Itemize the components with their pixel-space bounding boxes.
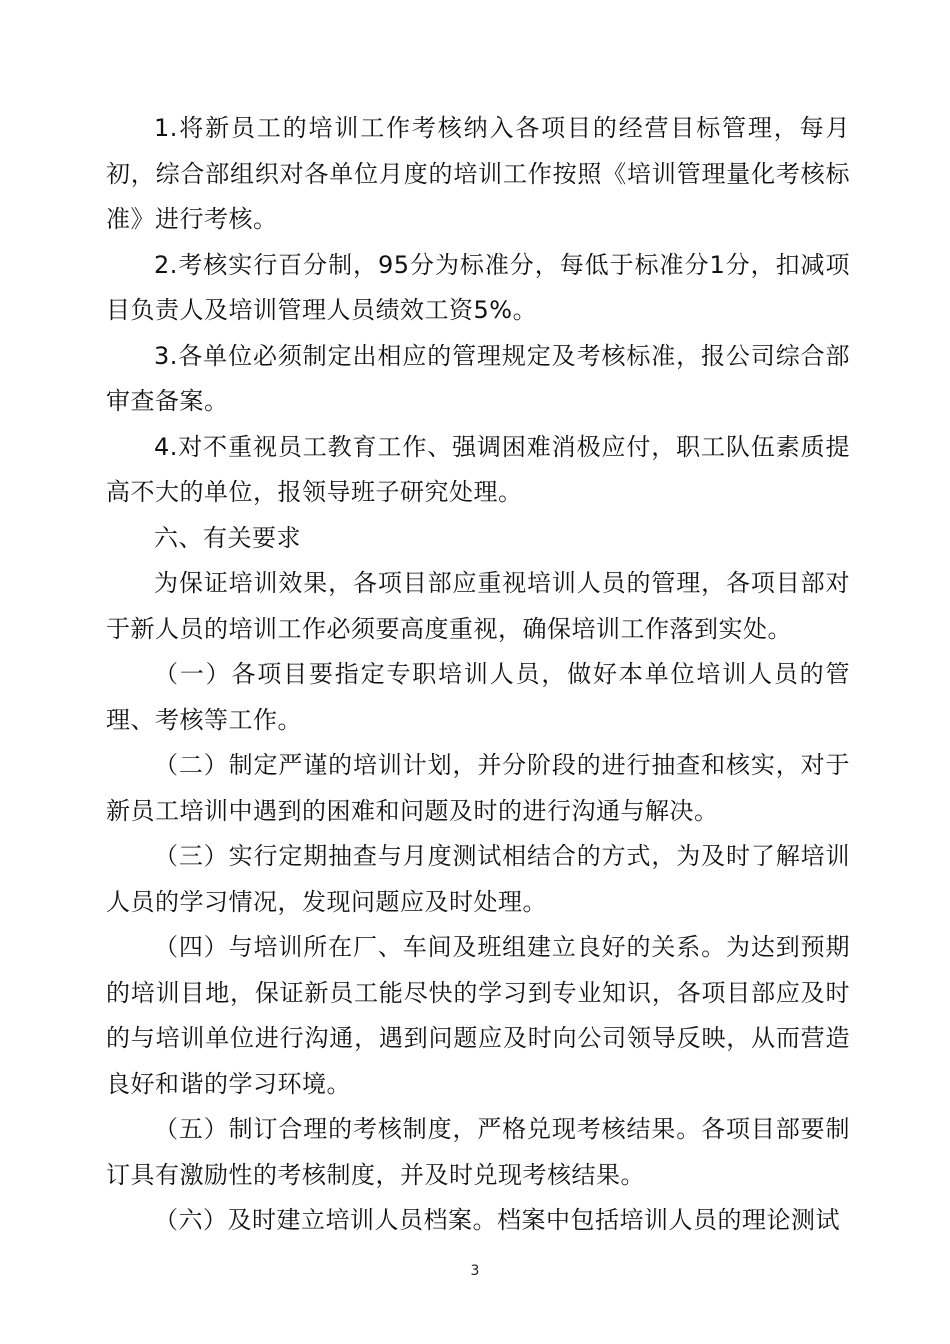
- paragraph-requirement-5: （五）制订合理的考核制度，严格兑现考核结果。各项目部要制订具有激励性的考核制度，并及时兑现考核结果。: [106, 1115, 850, 1189]
- paragraph-assessment-1: 1.将新员工的培训工作考核纳入各项目的经营目标管理，每月初，综合部组织对各单位月度的培训工作按照《培训管理量化考核标准》进行考核。: [106, 114, 850, 233]
- paragraph-requirement-1: （一）各项目要指定专职培训人员，做好本单位培训人员的管理、考核等工作。: [106, 660, 850, 734]
- document-body: [106, 106, 850, 1244]
- paragraph-assessment-3: 3.各单位必须制定出相应的管理规定及考核标准，报公司综合部审查备案。: [106, 341, 850, 415]
- paragraph-requirement-4: （四）与培训所在厂、车间及班组建立良好的关系。为达到预期的培训目地，保证新员工能尽快的学习到专业知识，各项目部应及时的与培训单位进行沟通，遇到问题应及时向公司领导反映，从而营造良好和谐的学习环境。: [106, 933, 850, 1098]
- paragraph-assessment-2: 2.考核实行百分制，95分为标准分，每低于标准分1分，扣减项目负责人及培训管理人员绩效工资5%。: [106, 250, 850, 324]
- paragraph-requirement-2: （二）制定严谨的培训计划，并分阶段的进行抽查和核实，对于新员工培训中遇到的困难和问题及时的进行沟通与解决。: [106, 751, 850, 825]
- paragraph-requirements-intro: 为保证培训效果，各项目部应重视培训人员的管理，各项目部对于新人员的培训工作必须要高度重视，确保培训工作落到实处。: [106, 569, 850, 643]
- paragraph-requirement-3: （三）实行定期抽查与月度测试相结合的方式，为及时了解培训人员的学习情况，发现问题应及时处理。: [106, 842, 850, 916]
- paragraph-assessment-4: 4.对不重视员工教育工作、强调困难消极应付，职工队伍素质提高不大的单位，报领导班子研究处理。: [106, 432, 850, 506]
- page-number: 3: [470, 1263, 480, 1279]
- paragraph-requirement-6: （六）及时建立培训人员档案。档案中包括培训人员的理论测试: [154, 1206, 840, 1234]
- section-heading-requirements: 六、有关要求: [154, 523, 301, 552]
